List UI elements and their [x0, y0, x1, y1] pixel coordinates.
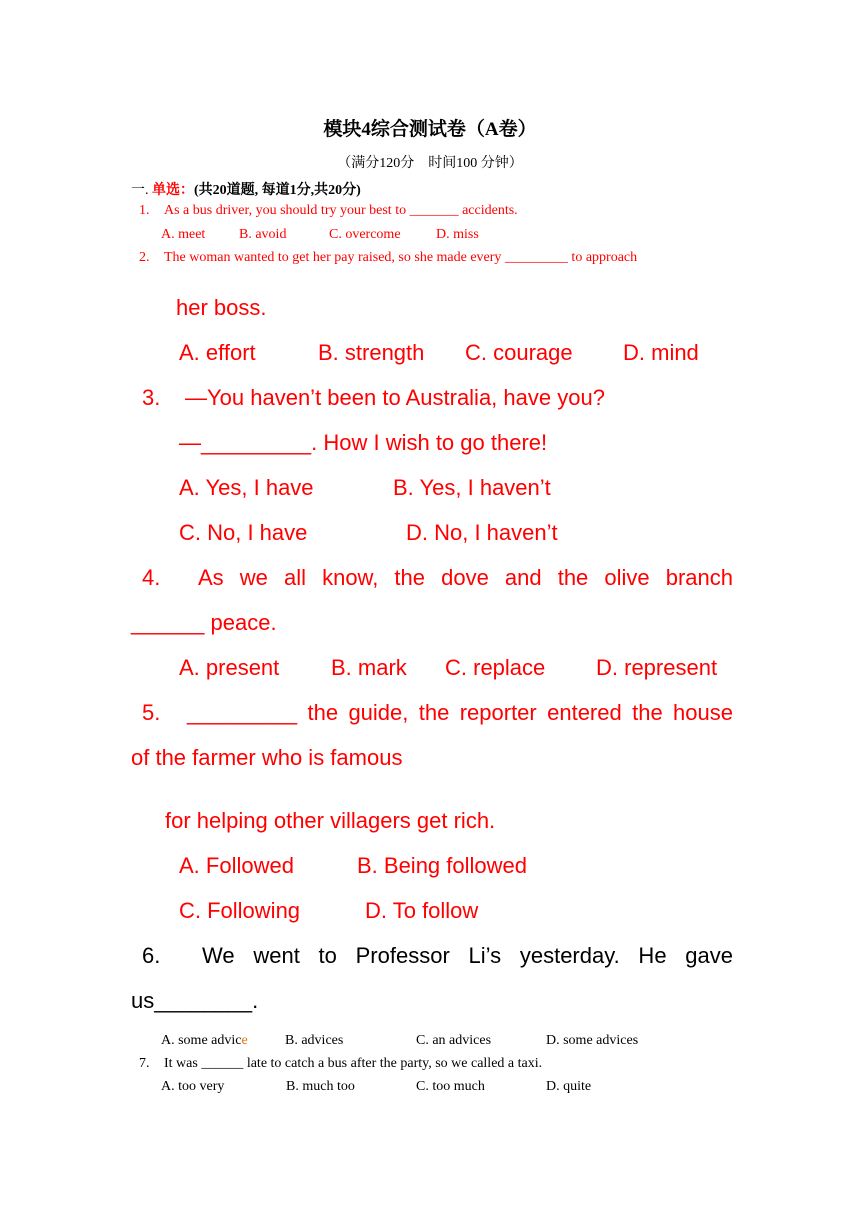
q4-option-b: B. mark [331, 655, 407, 680]
q6-option-d: D. some advices [546, 1033, 639, 1048]
q2-stem-continued: her boss. [176, 295, 267, 320]
q5-option-a: A. Followed [179, 853, 294, 878]
q6-option-a-highlight: e [241, 1033, 248, 1048]
q1-option-a: A. meet [161, 227, 206, 242]
section-name: 单选： [152, 183, 194, 198]
q6-stem: We went to Professor Li’s yesterday. He gave [202, 943, 733, 968]
q5-option-c: C. Following [179, 898, 301, 923]
q2-option-a: A. effort [179, 340, 256, 365]
q5-stem: _________ the guide, the reporter entered the house [187, 700, 733, 725]
q3-option-a: A. Yes, I have [179, 475, 314, 500]
q6-option-b: B. advices [285, 1033, 344, 1048]
q3-option-c: C. No, I have [179, 520, 308, 545]
section-heading [131, 179, 361, 199]
q1-number: 1. [139, 203, 150, 218]
q7-option-d: D. quite [546, 1079, 592, 1094]
q2-option-b: B. strength [318, 340, 425, 365]
q1-option-c: C. overcome [329, 227, 401, 242]
q4-option-c: C. replace [445, 655, 546, 680]
q7-number: 7. [139, 1056, 150, 1071]
page-title: 模块4综合测试卷（A卷） [323, 119, 537, 140]
q3-option-d: D. No, I haven’t [406, 520, 558, 545]
q2-number: 2. [139, 250, 150, 265]
q4-stem: As we all know, the dove and the olive branch [198, 565, 733, 590]
q3-number: 3. [142, 385, 161, 410]
q6-option-a [161, 1033, 248, 1049]
q5-stem-continued-2: for helping other villagers get rich. [165, 808, 496, 833]
section-prefix: 一. [131, 183, 152, 198]
q3-reply: —_________. How I wish to go there! [179, 430, 548, 455]
q3-option-b: B. Yes, I haven’t [393, 475, 551, 500]
q1-stem: As a bus driver, you should try your best to _______ accidents. [164, 203, 518, 218]
q4-option-a: A. present [179, 655, 280, 680]
q2-option-c: C. courage [465, 340, 573, 365]
q2-option-d: D. mind [623, 340, 699, 365]
q7-option-c: C. too much [416, 1079, 485, 1094]
q4-option-d: D. represent [596, 655, 718, 680]
q5-number: 5. [142, 700, 161, 725]
q4-stem-continued: ______ peace. [131, 610, 277, 635]
q3-stem: —You haven’t been to Australia, have you? [185, 385, 605, 410]
q6-option-a-text: A. some advic [161, 1033, 242, 1048]
q5-option-d: D. To follow [365, 898, 479, 923]
q7-option-a: A. too very [161, 1079, 225, 1094]
q6-option-c: C. an advices [416, 1033, 492, 1048]
q6-number: 6. [142, 943, 161, 968]
q4-number: 4. [142, 565, 161, 590]
q2-stem: The woman wanted to get her pay raised, so she made every _________ to approach [164, 250, 638, 265]
q7-option-b: B. much too [286, 1079, 355, 1094]
q6-stem-continued: us________. [131, 988, 259, 1013]
q5-option-b: B. Being followed [357, 853, 527, 878]
page-subtitle: （满分120分 时间100 分钟） [337, 156, 523, 171]
section-detail: (共20道题, 每道1分,共20分) [194, 183, 361, 198]
q1-option-d: D. miss [436, 227, 479, 242]
q1-option-b: B. avoid [239, 227, 287, 242]
q7-stem: It was ______ late to catch a bus after the party, so we called a taxi. [164, 1056, 543, 1071]
q5-stem-continued: of the farmer who is famous [131, 745, 403, 770]
